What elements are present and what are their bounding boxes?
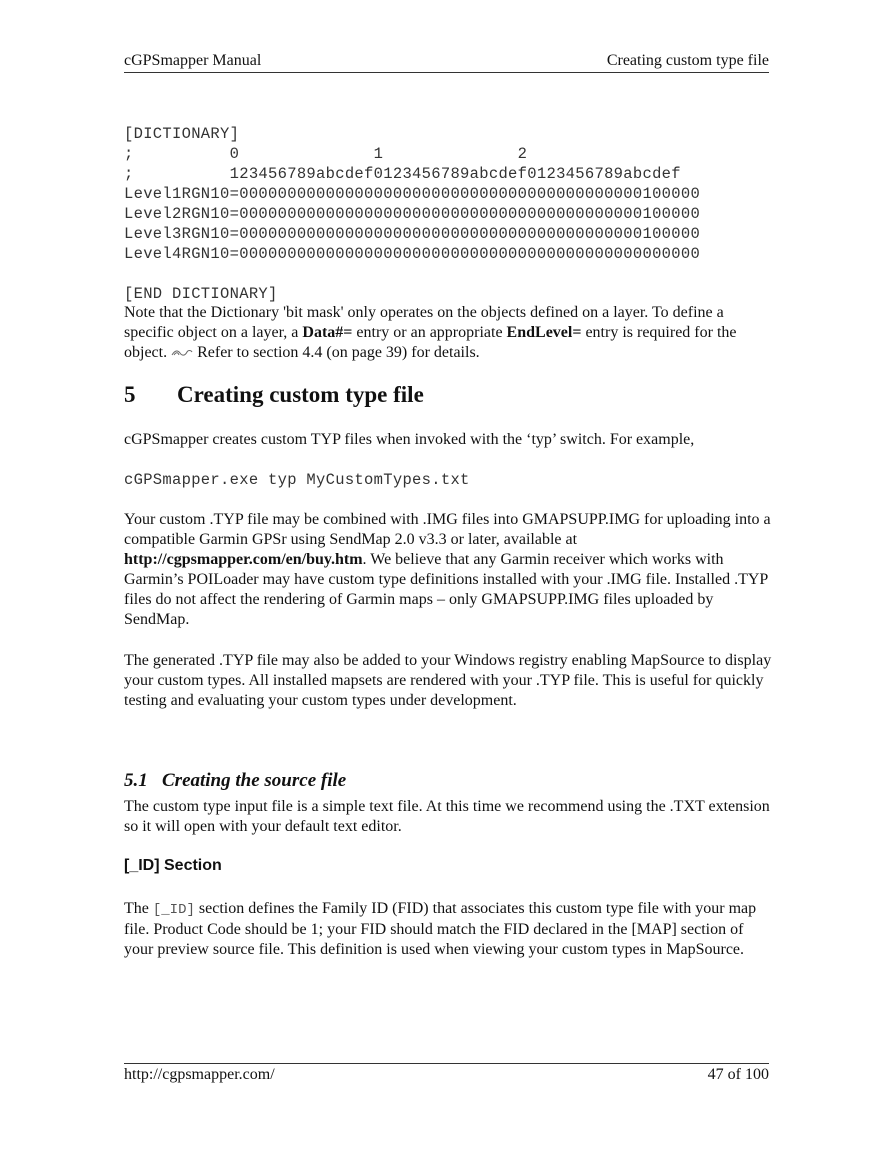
header-section: Creating custom type file (606, 52, 769, 69)
dictionary-code-block (124, 104, 700, 324)
code-line (124, 264, 700, 284)
section-number: 5 (124, 382, 136, 407)
subsection-title: Creating the source file (162, 770, 347, 791)
page-footer (124, 1063, 769, 1084)
id-section-paragraph: The [_ID] section defines the Family ID (FID) that associates this custom type file with your map file. Product Code should be 1; your FID should match the FID declared in the [MAP] section of your preview source file. This definition is used when viewing your custom types in MapSource. (124, 900, 757, 958)
intro-paragraph: cGPSmapper creates custom TYP files when invoked with the ‘typ’ switch. For example, (124, 431, 695, 448)
id-section-heading: [_ID] Section (124, 857, 222, 874)
id-code-inline: [_ID] (152, 902, 195, 918)
data-keyword: Data#= (302, 324, 353, 341)
code-line: [END DICTIONARY] (124, 285, 278, 303)
page-header (124, 52, 769, 73)
pointing-hand-icon (171, 347, 193, 359)
code-line: Level4RGN10=000000000000000000000000000000000000000000000000 (124, 245, 701, 263)
page-number: 47 of 100 (707, 1066, 769, 1083)
section-5-1-heading (124, 770, 346, 792)
footer-url[interactable]: http://cgpsmapper.com/ (124, 1066, 275, 1083)
code-line: [DICTIONARY] (124, 125, 240, 143)
dictionary-note: Note that the Dictionary 'bit mask' only operates on the objects defined on a layer. To define a specific object on a layer, a Data#= entry or an appropriate EndLevel= entry is required for the object. Refer to section 4.4 (on page 39) for details. (124, 304, 737, 361)
command-example: cGPSmapper.exe typ MyCustomTypes.txt (124, 471, 470, 489)
typ-img-paragraph: Your custom .TYP file may be combined with .IMG files into GMAPSUPP.IMG for uploading into a compatible Garmin GPSr using SendMap 2.0 v3.3 or later, available at http://cgpsmapper.com/en/buy.htm. We believe that any Garmin receiver which works with Garmin’s POILoader may have custom type definitions installed with your .IMG file. Installed .TYP files do not affect the rendering of Garmin maps – only GMAPSUPP.IMG files uploaded by SendMap. (124, 511, 771, 628)
subsection-number: 5.1 (124, 770, 148, 791)
section-5-heading (124, 382, 424, 408)
code-line: ; 0 1 2 (124, 145, 528, 163)
code-line: ; 123456789abcdef0123456789abcdef0123456789abcdef (124, 165, 681, 183)
header-title: cGPSmapper Manual (124, 52, 262, 69)
endlevel-keyword: EndLevel= (506, 324, 582, 341)
code-line: Level3RGN10=000000000000000000000000000000000000000000100000 (124, 225, 701, 243)
source-file-paragraph: The custom type input file is a simple text file. At this time we recommend using the .TXT extension so it will open with your default text editor. (124, 798, 770, 835)
section-title: Creating custom type file (177, 382, 424, 407)
code-line: Level1RGN10=000000000000000000000000000000000000000000100000 (124, 185, 701, 203)
buy-link[interactable]: http://cgpsmapper.com/en/buy.htm (124, 551, 363, 568)
registry-paragraph: The generated .TYP file may also be added to your Windows registry enabling MapSource to display your custom types. All installed mapsets are rendered with your .TYP file. This is useful for quickly testing and evaluating your custom types under development. (124, 652, 772, 709)
code-line: Level2RGN10=000000000000000000000000000000000000000000100000 (124, 205, 701, 223)
